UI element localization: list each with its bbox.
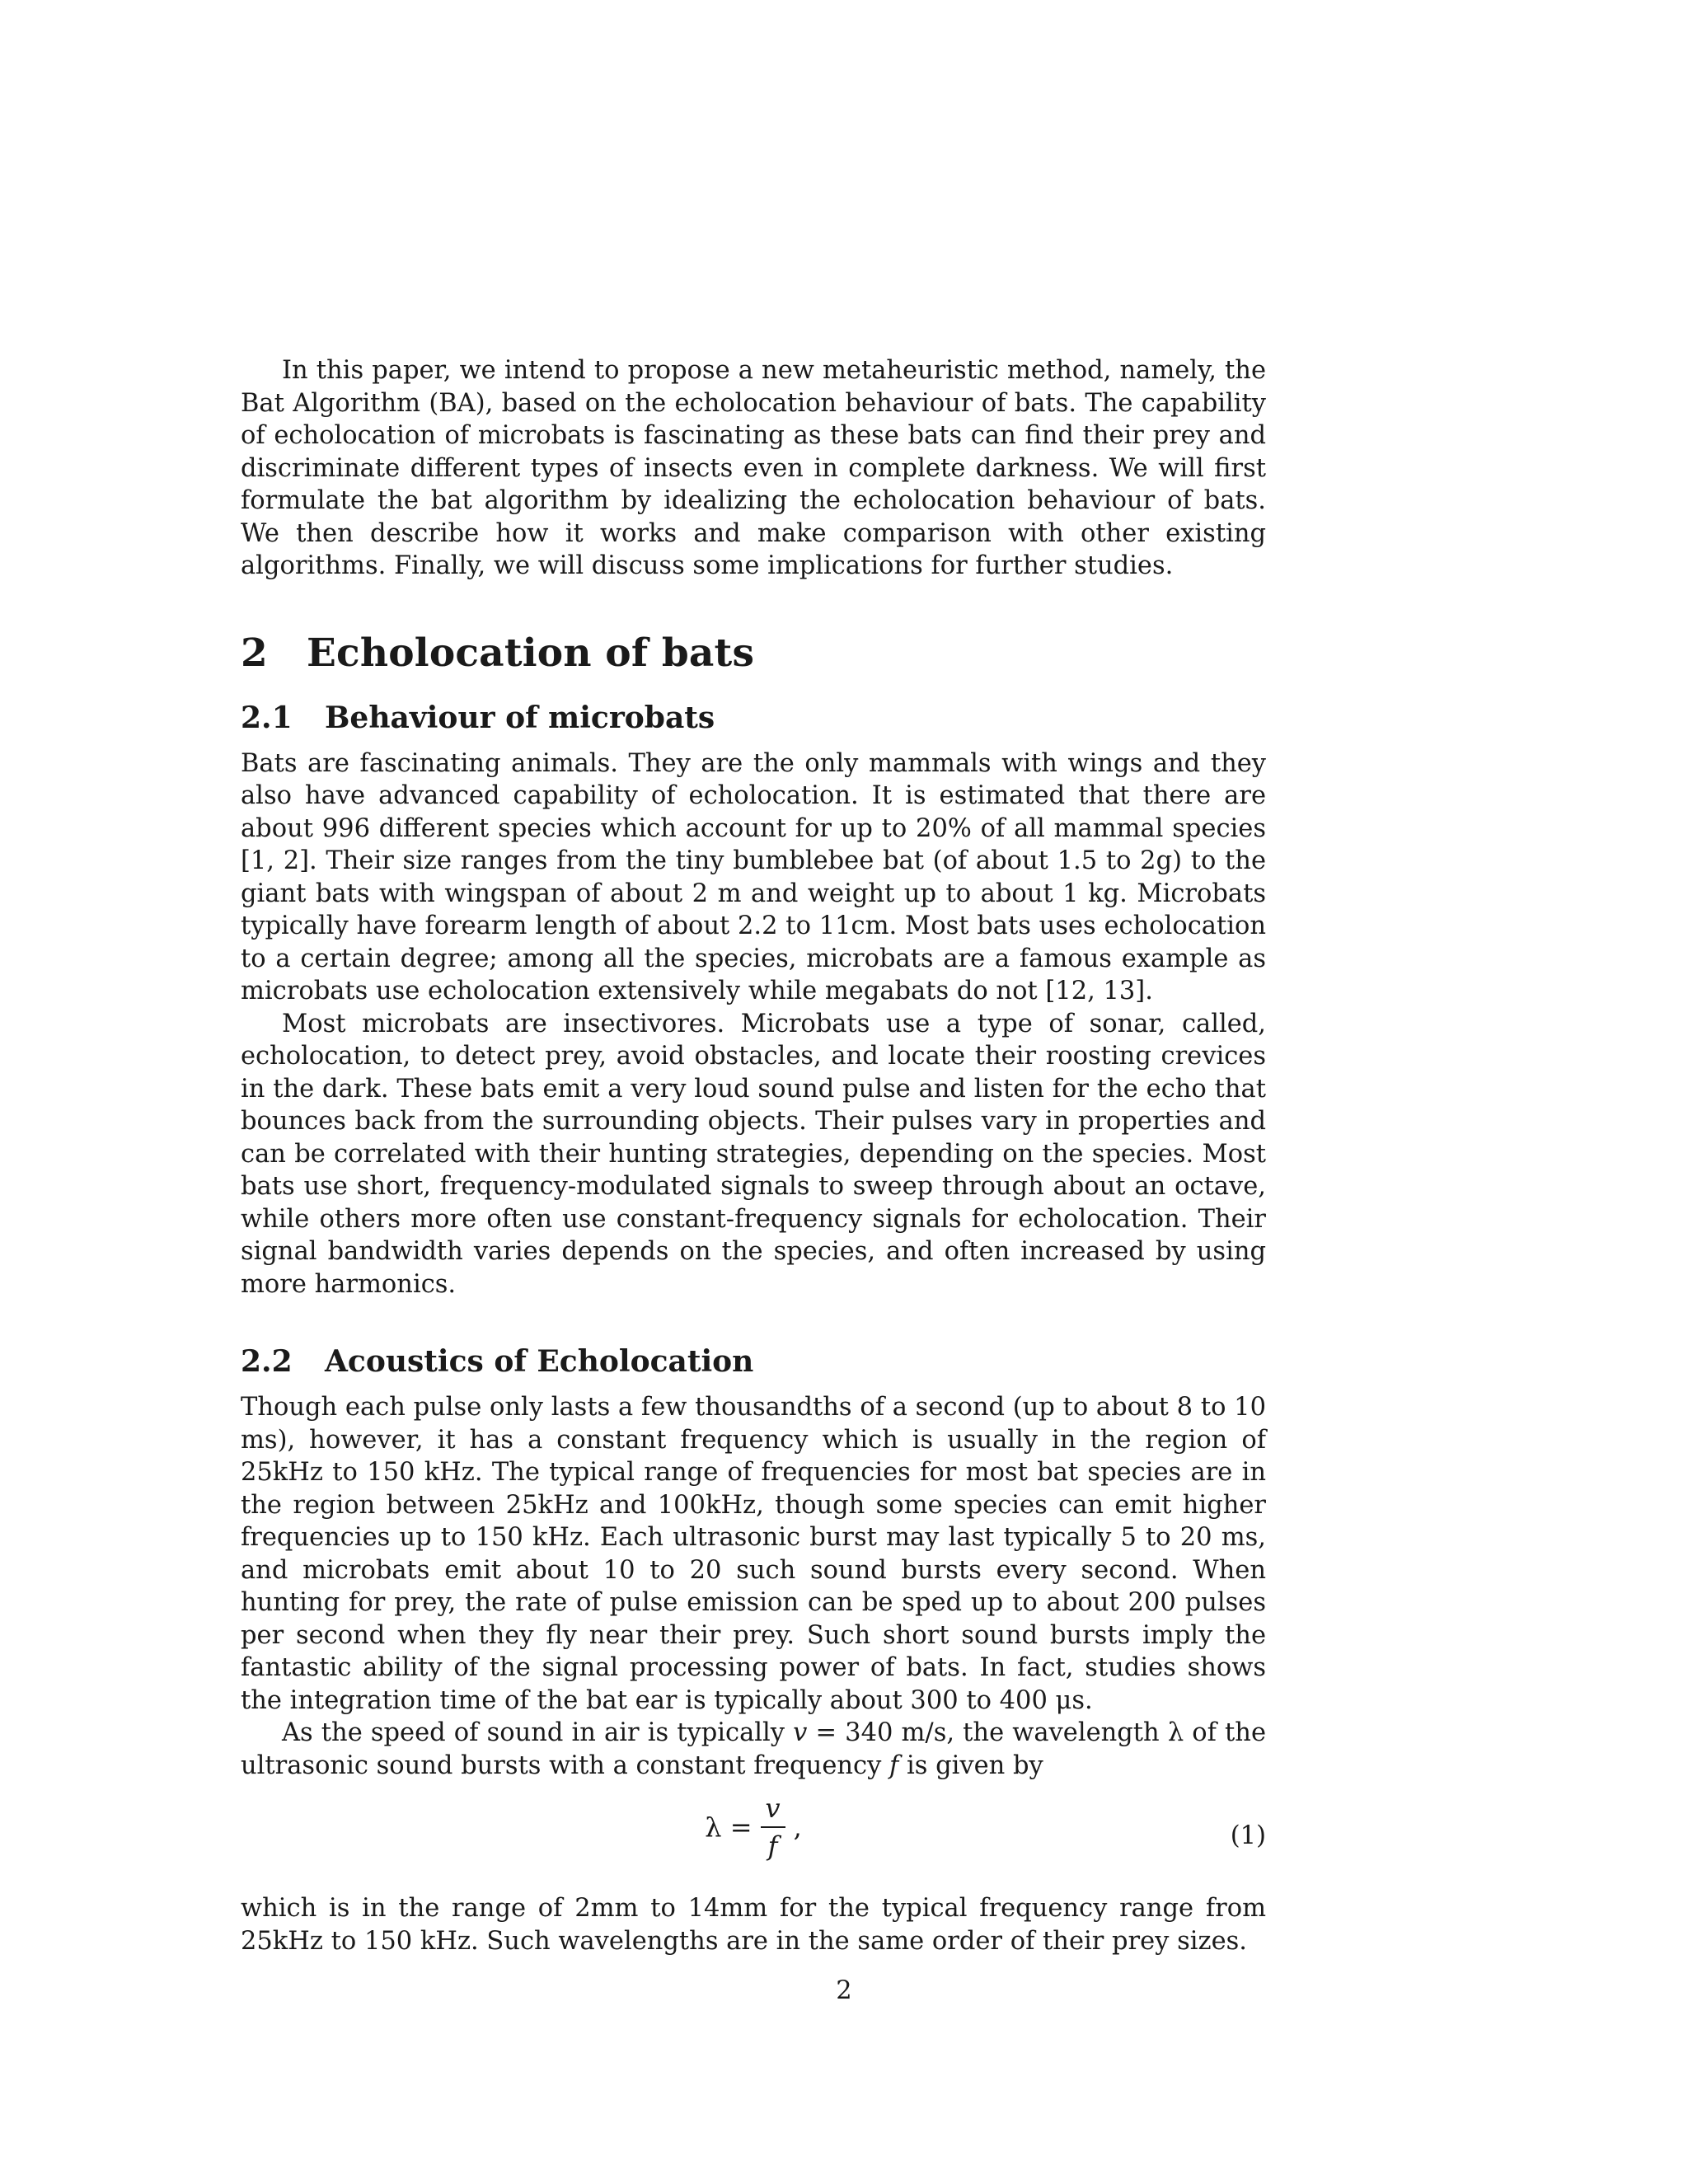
behaviour-paragraph-1: Bats are fascinating animals. They are the only mammals with wings and they also have advanced capability of echolocation. It is estimated that there are about 996 different species which account for up to 20% of all mammal species [1, 2]. Their size ranges from the tiny bumblebee bat (of about 1.5 to 2g) to the giant bats with wingspan of about 2 m and weight up to about 1 kg. Microbats typically have forearm length of about 2.2 to 11cm. Most bats uses echolocation to a certain degree; among all the species, microbats are a famous example as microbats use echolocation extensively while megabats do not [12, 13].: [241, 748, 1266, 1005]
subsection-heading-behaviour: [241, 700, 1266, 736]
acoustics-paragraph-2: [241, 1717, 1266, 1782]
text-run: = 340 m/s, the wavelength λ of the ultrasonic sound bursts with a constant frequency: [241, 1718, 1266, 1780]
subsection-title: Acoustics of Echolocation: [325, 1344, 754, 1379]
subsection-number: 2.2: [241, 1344, 293, 1379]
subsection-number: 2.1: [241, 700, 293, 735]
section-number: 2: [241, 630, 268, 676]
section-heading: [241, 630, 1266, 677]
subsection-title: Behaviour of microbats: [325, 700, 715, 735]
equation-body: [241, 1793, 1266, 1861]
equation-fraction: [761, 1793, 785, 1861]
math-variable: f: [889, 1750, 899, 1780]
page-content: [241, 354, 1266, 1957]
equation-lhs: λ =: [705, 1811, 753, 1843]
text-run: As the speed of sound in air is typically: [282, 1718, 794, 1747]
equation-number: (1): [1230, 1821, 1266, 1850]
math-variable: v: [793, 1718, 808, 1747]
behaviour-paragraph-2: Most microbats are insectivores. Microbats use a type of sonar, called, echolocation, to detect prey, avoid obstacles, and locate their roosting crevices in the dark. These bats emit a very loud sound pulse and listen for the echo that bounces back from the surrounding objects. Their pulses vary in properties and can be correlated with their hunting strategies, depending on the species. Most bats use short, frequency-modulated signals to sweep through about an octave, while others more often use constant-frequency signals for echolocation. Their signal bandwidth varies depends on the species, and often increased by using more harmonics.: [241, 1009, 1266, 1299]
section-title: Echolocation of bats: [307, 630, 755, 676]
equation-trail: ,: [793, 1811, 802, 1843]
acoustics-paragraph-1: Though each pulse only lasts a few thousandths of a second (up to about 8 to 10 ms), however, it has a constant frequency which is usually in the region of 25kHz to 150 kHz. The typical range of frequencies for most bat species are in the region between 25kHz and 100kHz, though some species can emit higher frequencies up to 150 kHz. Each ultrasonic burst may last typically 5 to 20 ms, and microbats emit about 10 to 20 such sound bursts every second. When hunting for prey, the rate of pulse emission can be sped up to about 200 pulses per second when they fly near their prey. Such short sound bursts imply the fantastic ability of the signal processing power of bats. In fact, studies shows the integration time of the bat ear is typically about 300 to 400 μs.: [241, 1393, 1266, 1715]
acoustics-paragraph-3: which is in the range of 2mm to 14mm for the typical frequency range from 25kHz to 150 kHz. Such wavelengths are in the same order of their prey sizes.: [241, 1894, 1266, 1956]
text-run: is given by: [898, 1750, 1043, 1780]
page-number: 2: [836, 1976, 852, 2005]
subsection-heading-acoustics: [241, 1343, 1266, 1380]
fraction-numerator: v: [761, 1793, 785, 1828]
equation-1: [241, 1793, 1266, 1884]
fraction-denominator: f: [767, 1830, 778, 1862]
intro-paragraph: In this paper, we intend to propose a new metaheuristic method, namely, the Bat Algorithm (BA), based on the echolocation behaviour of bats. The capability of echolocation of microbats is fascinating as these bats can find their prey and discriminate different types of insects even in complete darkness. We will first formulate the bat algorithm by idealizing the echolocation behaviour of bats. We then describe how it works and make comparison with other existing algorithms. Finally, we will discuss some implications for further studies.: [241, 356, 1266, 580]
